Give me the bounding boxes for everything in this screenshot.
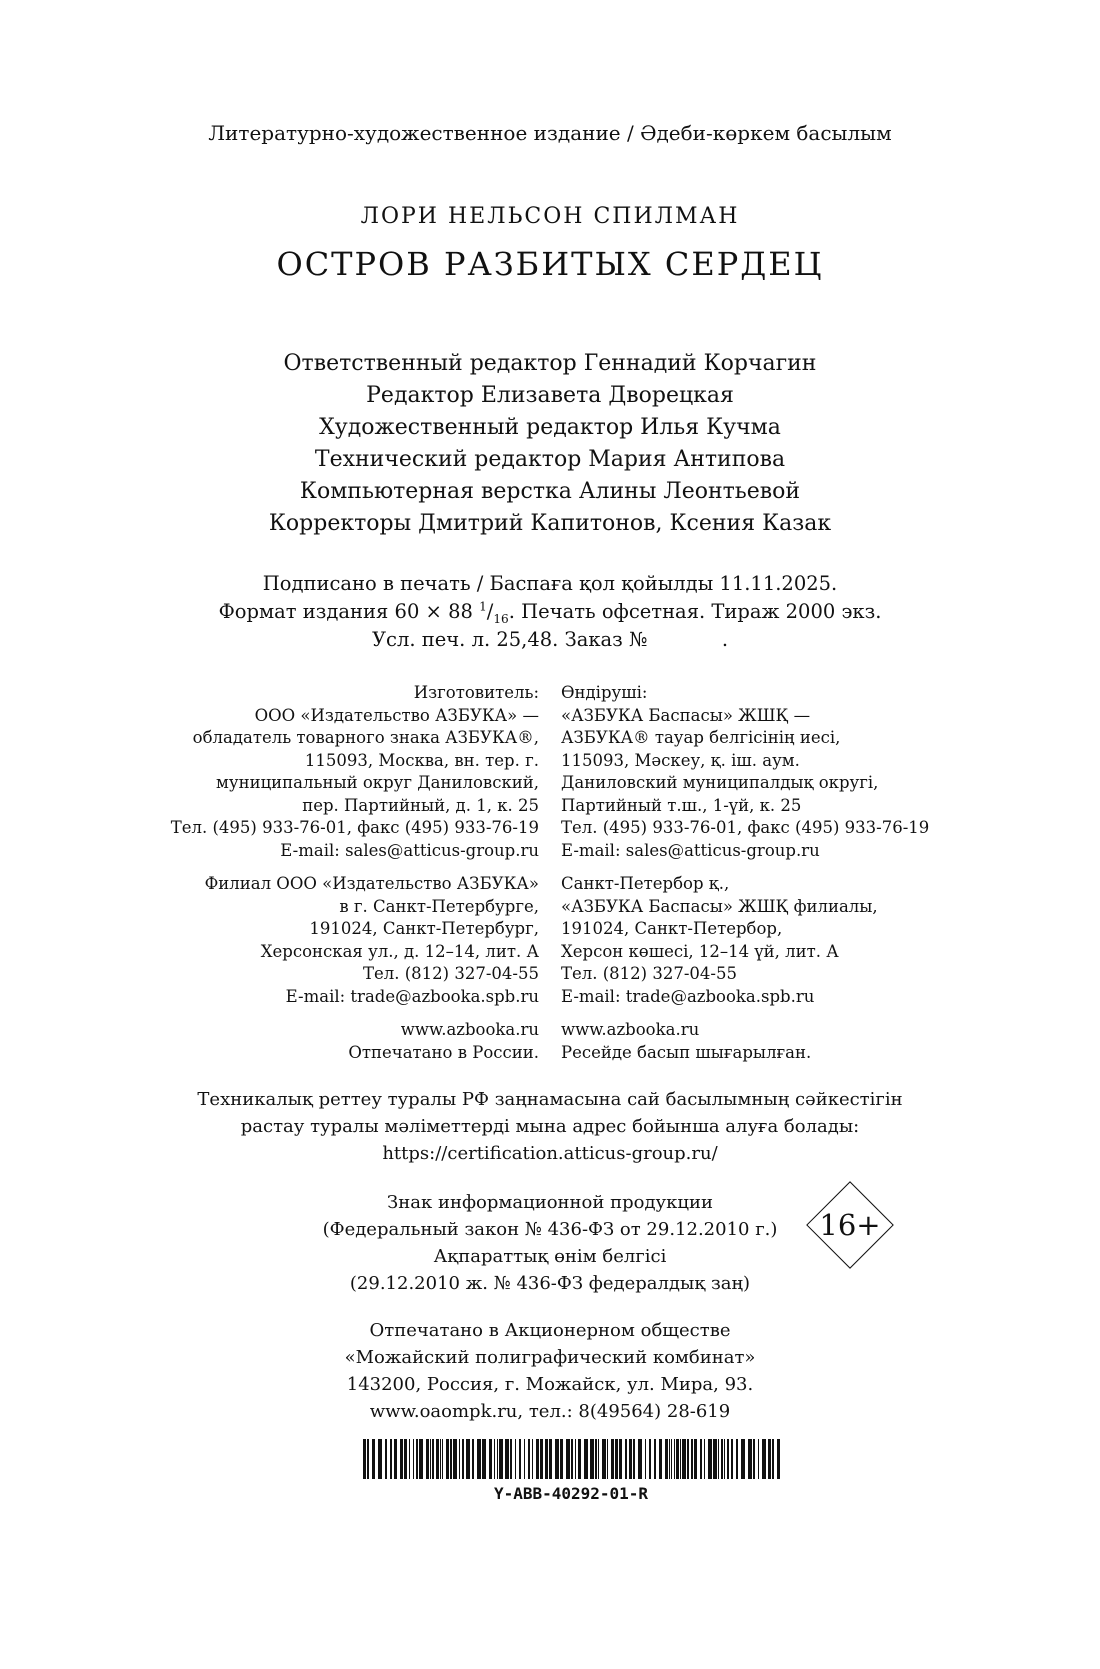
credit-line: Компьютерная верстка Алины Леонтьевой bbox=[299, 479, 801, 504]
right-column-line: Санкт-Петербор қ., bbox=[561, 874, 730, 893]
right-column-line: E-mail: sales@atticus-group.ru bbox=[561, 840, 820, 860]
format-numerator: 1 bbox=[479, 599, 487, 614]
left-column-line: 191024, Санкт-Петербург, bbox=[309, 919, 539, 938]
printer-line: www.oaompk.ru, тел.: 8(49564) 28-619 bbox=[369, 1401, 731, 1422]
manufacturer-kk-group bbox=[561, 682, 950, 862]
info-sign-line: (29.12.2010 ж. № 436-ФЗ федералдық заң) bbox=[349, 1273, 751, 1294]
left-column-line: Филиал ООО «Издательство АЗБУКА» bbox=[204, 874, 539, 893]
left-column-line: ООО «Издательство АЗБУКА» — bbox=[254, 705, 539, 725]
left-column-line: Херсонская ул., д. 12–14, лит. А bbox=[260, 941, 539, 961]
left-column-line: в г. Санкт-Петербурге, bbox=[339, 896, 539, 916]
left-column-line: Тел. (495) 933-76-01, факс (495) 933-76-19 bbox=[170, 818, 539, 837]
right-column-line: 191024, Санкт-Петербор, bbox=[561, 919, 783, 938]
info-sign-line: Ақпараттық өнім белгісі bbox=[433, 1246, 667, 1267]
edition-type-line: Литературно-художественное издание / Әдеби-көркем басылым bbox=[208, 121, 892, 145]
age-rating-badge bbox=[806, 1181, 894, 1269]
left-column-line: Изготовитель: bbox=[413, 683, 539, 702]
author-name: ЛОРИ НЕЛЬСОН СПИЛМАН bbox=[360, 204, 740, 229]
print-info-block bbox=[0, 570, 1100, 654]
certification-line: Техникалық реттеу туралы РФ заңнамасына сай басылымның сәйкестігін bbox=[197, 1089, 903, 1110]
left-column-line: E-mail: sales@atticus-group.ru bbox=[280, 840, 539, 860]
information-product-block bbox=[0, 1189, 1100, 1297]
signed-to-print-line: Подписано в печать / Баспаға қол қойылды 11.11.2025. bbox=[262, 572, 838, 595]
left-column-line: www.azbooka.ru bbox=[400, 1020, 539, 1039]
manufacturer-ru-group bbox=[150, 682, 539, 862]
right-column-line: E-mail: trade@azbooka.spb.ru bbox=[561, 986, 815, 1006]
credits-block bbox=[0, 348, 1100, 540]
format-suffix: . Печать офсетная. Тираж 2000 экз. bbox=[508, 600, 882, 623]
branch-kk-group bbox=[561, 873, 950, 1008]
printer-line: Отпечатано в Акционерном обществе bbox=[369, 1320, 731, 1341]
right-column-line: Ресейде басып шығарылған. bbox=[561, 1042, 812, 1062]
left-column-line: муниципальный округ Даниловский, bbox=[216, 773, 539, 792]
left-column-line: обладатель товарного знака АЗБУКА®, bbox=[192, 728, 539, 747]
website-kk-group bbox=[561, 1019, 950, 1064]
certification-url: https://certification.atticus-group.ru/ bbox=[382, 1143, 718, 1164]
left-column-line: Отпечатано в России. bbox=[348, 1042, 539, 1062]
left-column-line: 115093, Москва, вн. тер. г. bbox=[304, 750, 539, 770]
format-line bbox=[0, 598, 1100, 626]
printer-line: 143200, Россия, г. Можайск, ул. Мира, 93. bbox=[346, 1374, 754, 1395]
right-column-line: www.azbooka.ru bbox=[561, 1020, 700, 1039]
credit-line: Художественный редактор Илья Кучма bbox=[319, 415, 781, 440]
right-column-line: «АЗБУКА Баспасы» ЖШҚ — bbox=[561, 705, 811, 725]
right-column-line: Партийный т.ш., 1-үй, к. 25 bbox=[561, 795, 802, 815]
credit-line: Технический редактор Мария Антипова bbox=[314, 447, 786, 472]
format-denominator: 16 bbox=[493, 611, 509, 626]
imprint-columns bbox=[150, 682, 950, 1064]
right-column-line: Тел. (495) 933-76-01, факс (495) 933-76-19 bbox=[561, 818, 930, 837]
format-slash: / bbox=[486, 600, 494, 623]
printer-line: «Можайский полиграфический комбинат» bbox=[344, 1347, 756, 1368]
right-column-line: 115093, Мәскеу, қ. іш. аум. bbox=[561, 750, 800, 770]
format-prefix: Формат издания 60 × 88 bbox=[218, 600, 480, 623]
order-number-line: Усл. печ. л. 25,48. Заказ № . bbox=[371, 628, 729, 651]
barcode-section bbox=[21, 1439, 1100, 1503]
certification-block bbox=[0, 1086, 1100, 1167]
credit-line: Корректоры Дмитрий Капитонов, Ксения Казак bbox=[268, 511, 832, 536]
info-sign-line: (Федеральный закон № 436-ФЗ от 29.12.2010 г.) bbox=[322, 1219, 778, 1240]
right-column-line: Даниловский муниципалдық округі, bbox=[561, 773, 879, 792]
printing-house-block bbox=[0, 1317, 1100, 1425]
right-column-line: «АЗБУКА Баспасы» ЖШҚ филиалы, bbox=[561, 896, 878, 916]
right-column-line: Өндіруші: bbox=[561, 683, 648, 702]
certification-line: растау туралы мәліметтерді мына адрес бойынша алуға болады: bbox=[240, 1116, 860, 1137]
barcode-label: Y-ABB-40292-01-R bbox=[493, 1484, 649, 1503]
right-column-line: АЗБУКА® тауар белгісінің иесі, bbox=[561, 728, 841, 747]
branch-ru-group bbox=[150, 873, 539, 1008]
imprint-column-kazakh bbox=[561, 682, 950, 1064]
credit-line: Ответственный редактор Геннадий Корчагин bbox=[283, 351, 817, 376]
left-column-line: Тел. (812) 327-04-55 bbox=[363, 964, 539, 983]
book-title: ОСТРОВ РАЗБИТЫХ СЕРДЕЦ bbox=[276, 245, 824, 283]
website-ru-group bbox=[150, 1019, 539, 1064]
info-sign-line: Знак информационной продукции bbox=[387, 1192, 713, 1213]
left-column-line: E-mail: trade@azbooka.spb.ru bbox=[285, 986, 539, 1006]
right-column-line: Тел. (812) 327-04-55 bbox=[561, 964, 737, 983]
right-column-line: Херсон көшесі, 12–14 үй, лит. А bbox=[561, 941, 839, 961]
barcode bbox=[363, 1439, 780, 1479]
credit-line: Редактор Елизавета Дворецкая bbox=[366, 383, 734, 408]
left-column-line: пер. Партийный, д. 1, к. 25 bbox=[302, 795, 539, 815]
imprint-column-russian bbox=[150, 682, 539, 1064]
age-rating-label: 16+ bbox=[819, 1208, 881, 1242]
